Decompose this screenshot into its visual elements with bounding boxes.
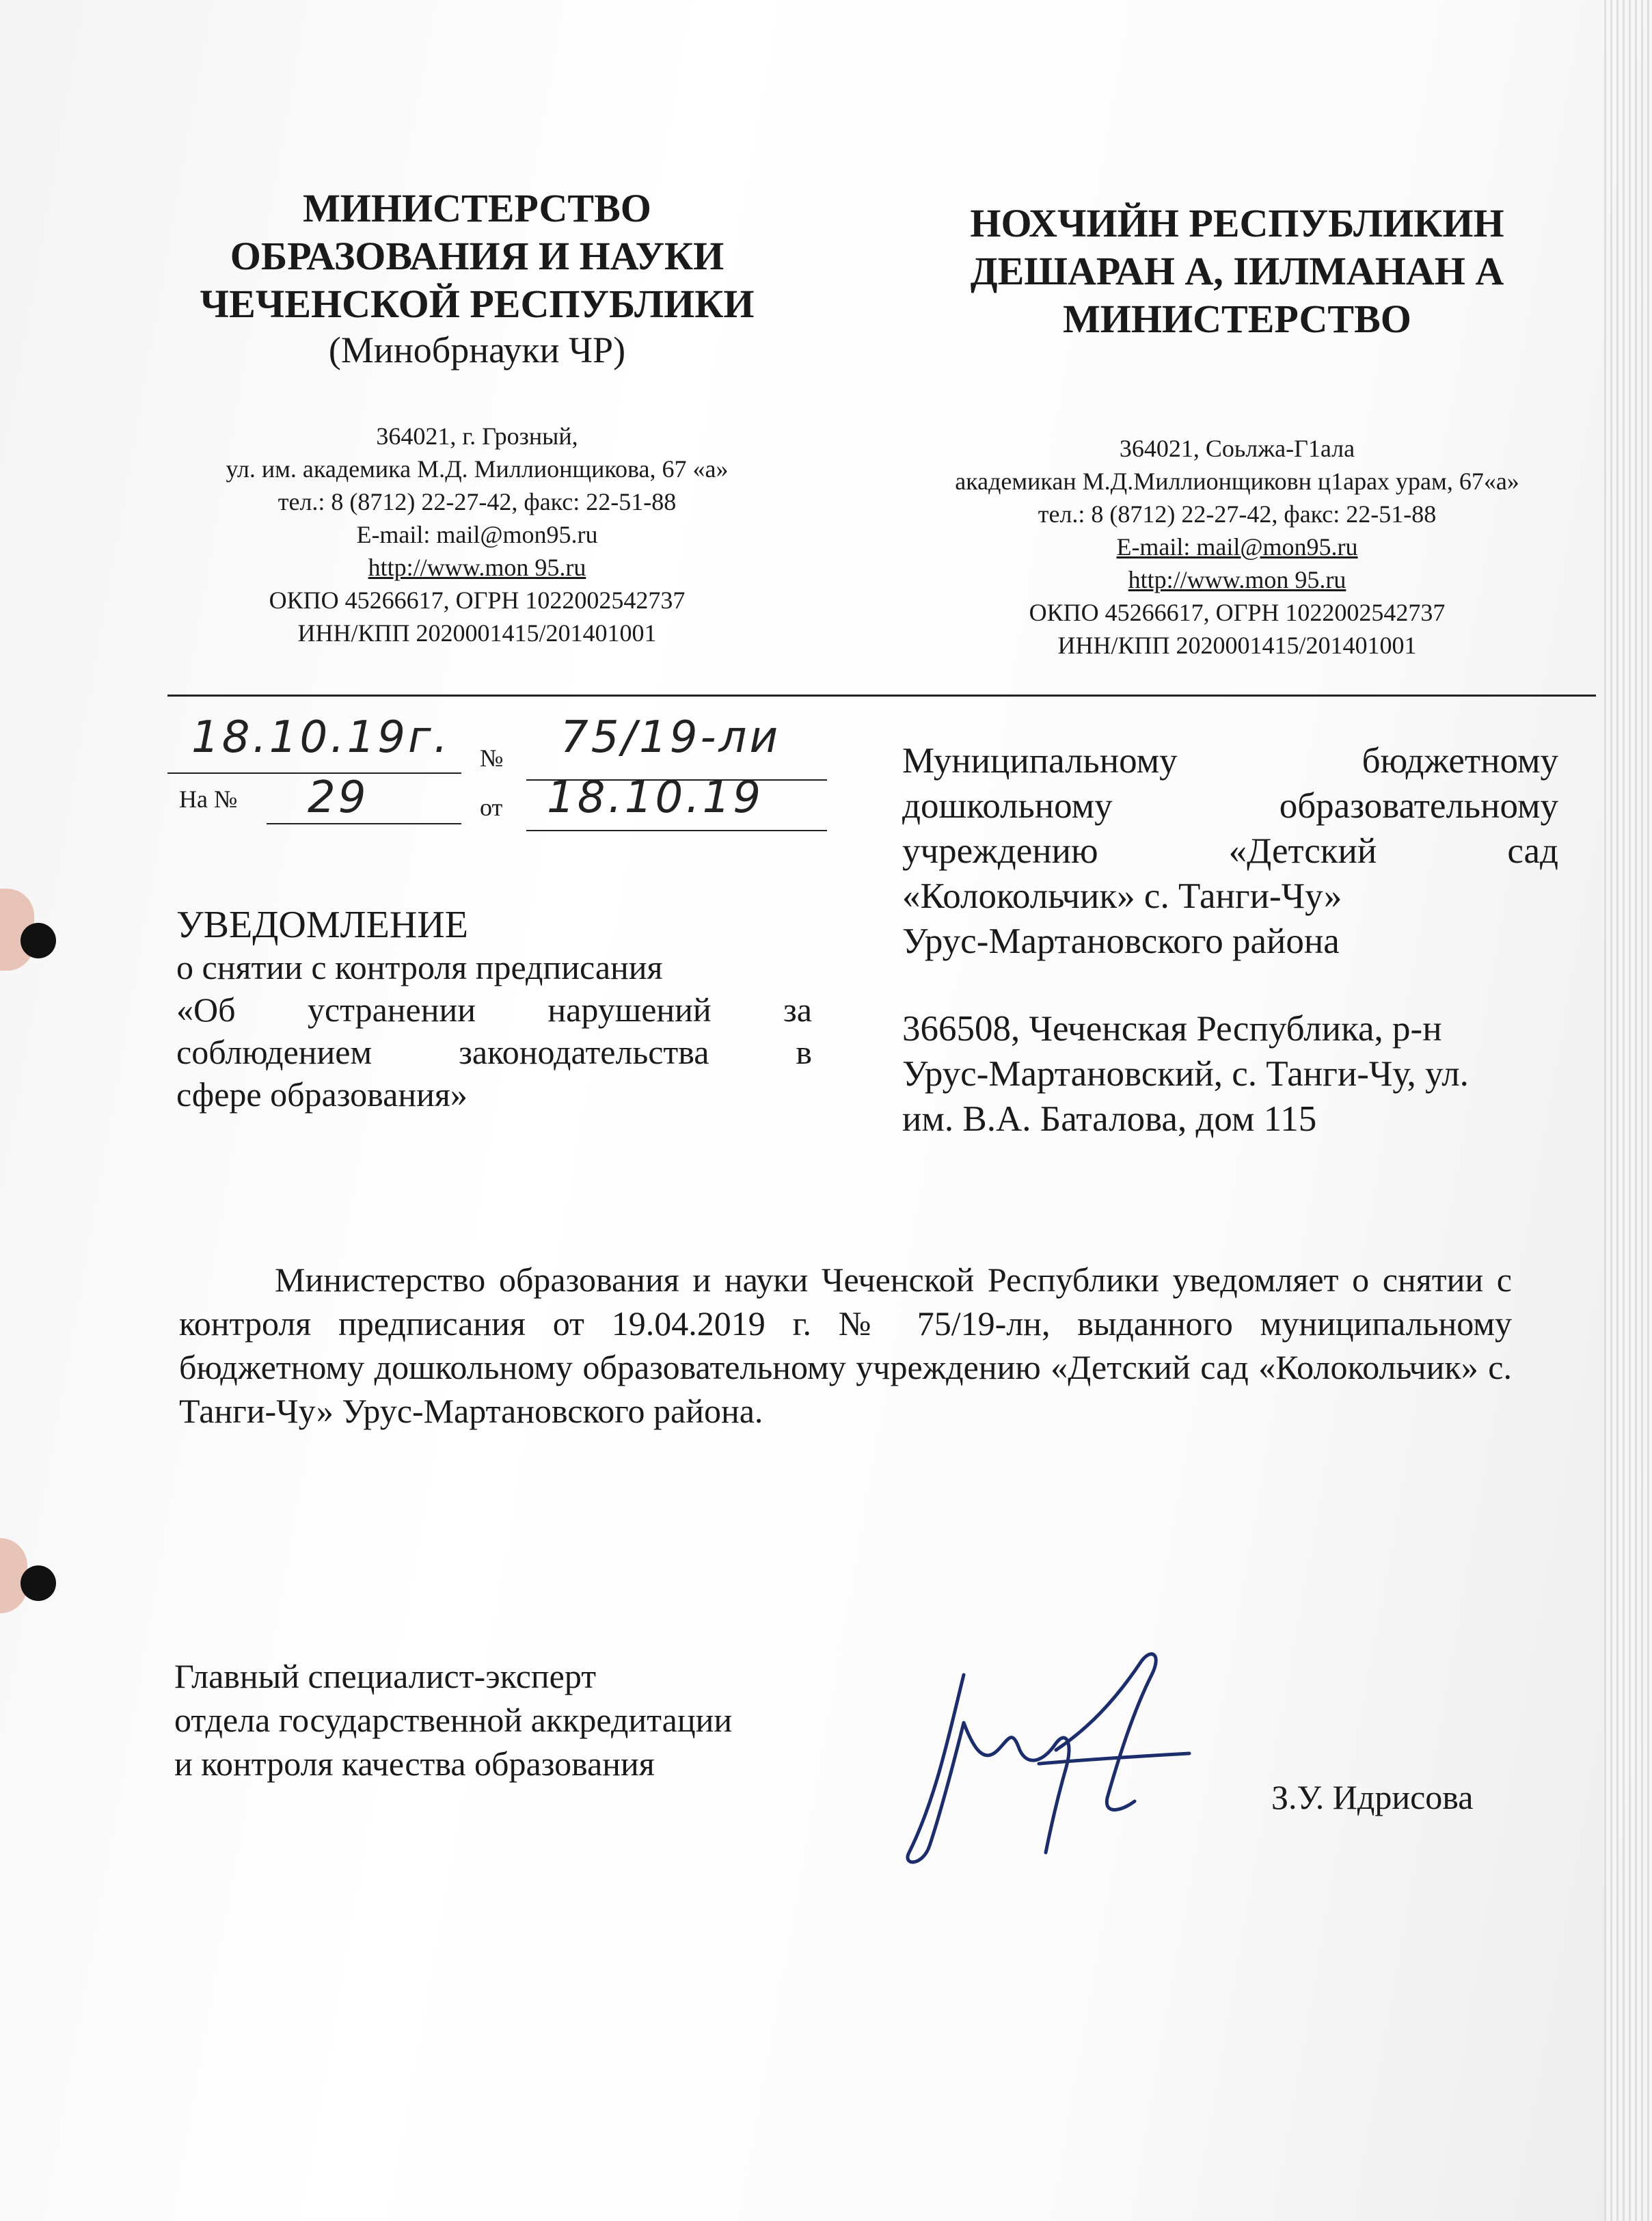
org-abbreviation: (Минобрнауки ЧР): [328, 329, 626, 371]
org-name-line: МИНИСТЕРСТВО: [303, 186, 651, 230]
notice-title: [176, 904, 812, 1116]
signer-position: [174, 1654, 732, 1786]
address-line: академикан М.Д.Миллионщиковн ц1арах урам, 67«а»: [955, 468, 1519, 495]
address-line: 364021, Соьлжа-Г1ала: [1119, 435, 1355, 462]
handwritten-date: 18.10.19г.: [191, 712, 450, 763]
on-no-underline: [267, 823, 461, 824]
phone-line: тел.: 8 (8712) 22-27-42, факс: 22-51-88: [277, 488, 677, 515]
org-name-line: ЧЕЧЕНСКОЙ РЕСПУБЛИКИ: [200, 282, 755, 326]
binder-hole-top: [21, 923, 56, 958]
okpo-line: ОКПО 45266617, ОГРН 1022002542737: [269, 587, 686, 614]
notice-heading: УВЕДОМЛЕНИЕ: [176, 904, 468, 946]
signer-position-line: Главный специалист-эксперт: [174, 1657, 597, 1695]
inn-line: ИНН/КПП 2020001415/201401001: [297, 619, 657, 647]
org-name-line: МИНИСТЕРСТВО: [1063, 297, 1411, 341]
email-line: E-mail: mail@mon95.ru: [356, 521, 598, 548]
notice-body: Министерство образования и науки Чеченской Республики уведомляет о снятии с контроля предписания от 19.04.2019 г. № 75/19-лн, выданного муниципальному бюджетному дошкольному образовательному учреждению «Детский сад «Колокольчик» с. Танги-Чу» Урус-Мартановского района.: [179, 1261, 1512, 1430]
handwritten-on-no: 29: [308, 772, 369, 823]
recipient-block: [902, 738, 1558, 1142]
binder-hole-bottom: [21, 1565, 56, 1601]
org-name-line: ДЕШАРАН А, ІИЛМАНАН А: [970, 249, 1504, 293]
org-name-line: ОБРАЗОВАНИЯ И НАУКИ: [230, 234, 725, 278]
org-address: [135, 420, 819, 649]
recipient-address-line: 366508, Чеченская Республика, р-н: [902, 1009, 1442, 1049]
handwritten-signature: [882, 1647, 1196, 1873]
recipient-line: Урус-Мартановского района: [902, 921, 1340, 961]
recipient-line: дошкольному образовательному: [902, 786, 1558, 826]
signer-position-line: и контроля качества образования: [174, 1745, 655, 1783]
notice-subject-line: сфере образования»: [176, 1075, 468, 1114]
recipient-line: «Колокольчик» с. Танги-Чу»: [902, 876, 1342, 916]
from-underline: [526, 830, 827, 831]
inn-line: ИНН/КПП 2020001415/201401001: [1057, 632, 1417, 659]
signer-position-line: отдела государственной аккредитации: [174, 1701, 733, 1739]
recipient-line: учреждению «Детский сад: [902, 831, 1558, 871]
website-link[interactable]: http://www.mon 95.ru: [1128, 566, 1346, 593]
notice-subject-line: соблюдением законодательства в: [176, 1033, 812, 1071]
okpo-line: ОКПО 45266617, ОГРН 1022002542737: [1029, 599, 1446, 626]
org-name-line: НОХЧИЙН РЕСПУБЛИКИН: [970, 201, 1504, 245]
notice-subject-line: о снятии с контроля предписания: [176, 948, 663, 986]
notice-subject-line: «Об устранении нарушений за: [176, 991, 812, 1029]
header-divider: [167, 695, 1596, 697]
handwritten-number: 75/19-ли: [560, 712, 781, 763]
org-address: [895, 432, 1579, 662]
signer-name: З.У. Идрисова: [1271, 1778, 1474, 1816]
recipient-line: Муниципальному бюджетному: [902, 741, 1558, 781]
header-left: [135, 185, 819, 649]
address-line: ул. им. академика М.Д. Миллионщикова, 67 «а»: [226, 455, 729, 483]
page-stack-edge: [1604, 0, 1652, 2221]
email-line: E-mail: mail@mon95.ru: [1116, 533, 1358, 561]
website-link[interactable]: http://www.mon 95.ru: [368, 554, 586, 581]
recipient-address-line: Урус-Мартановский, с. Танги-Чу, ул.: [902, 1054, 1469, 1094]
from-label: от: [480, 794, 503, 821]
handwritten-from-date: 18.10.19: [547, 772, 763, 823]
address-line: 364021, г. Грозный,: [376, 422, 578, 450]
phone-line: тел.: 8 (8712) 22-27-42, факс: 22-51-88: [1038, 500, 1437, 528]
recipient-address-line: им. В.А. Баталова, дом 115: [902, 1099, 1317, 1139]
on-no-label: На №: [179, 785, 238, 813]
number-label: №: [480, 744, 504, 772]
header-right: [895, 200, 1579, 662]
